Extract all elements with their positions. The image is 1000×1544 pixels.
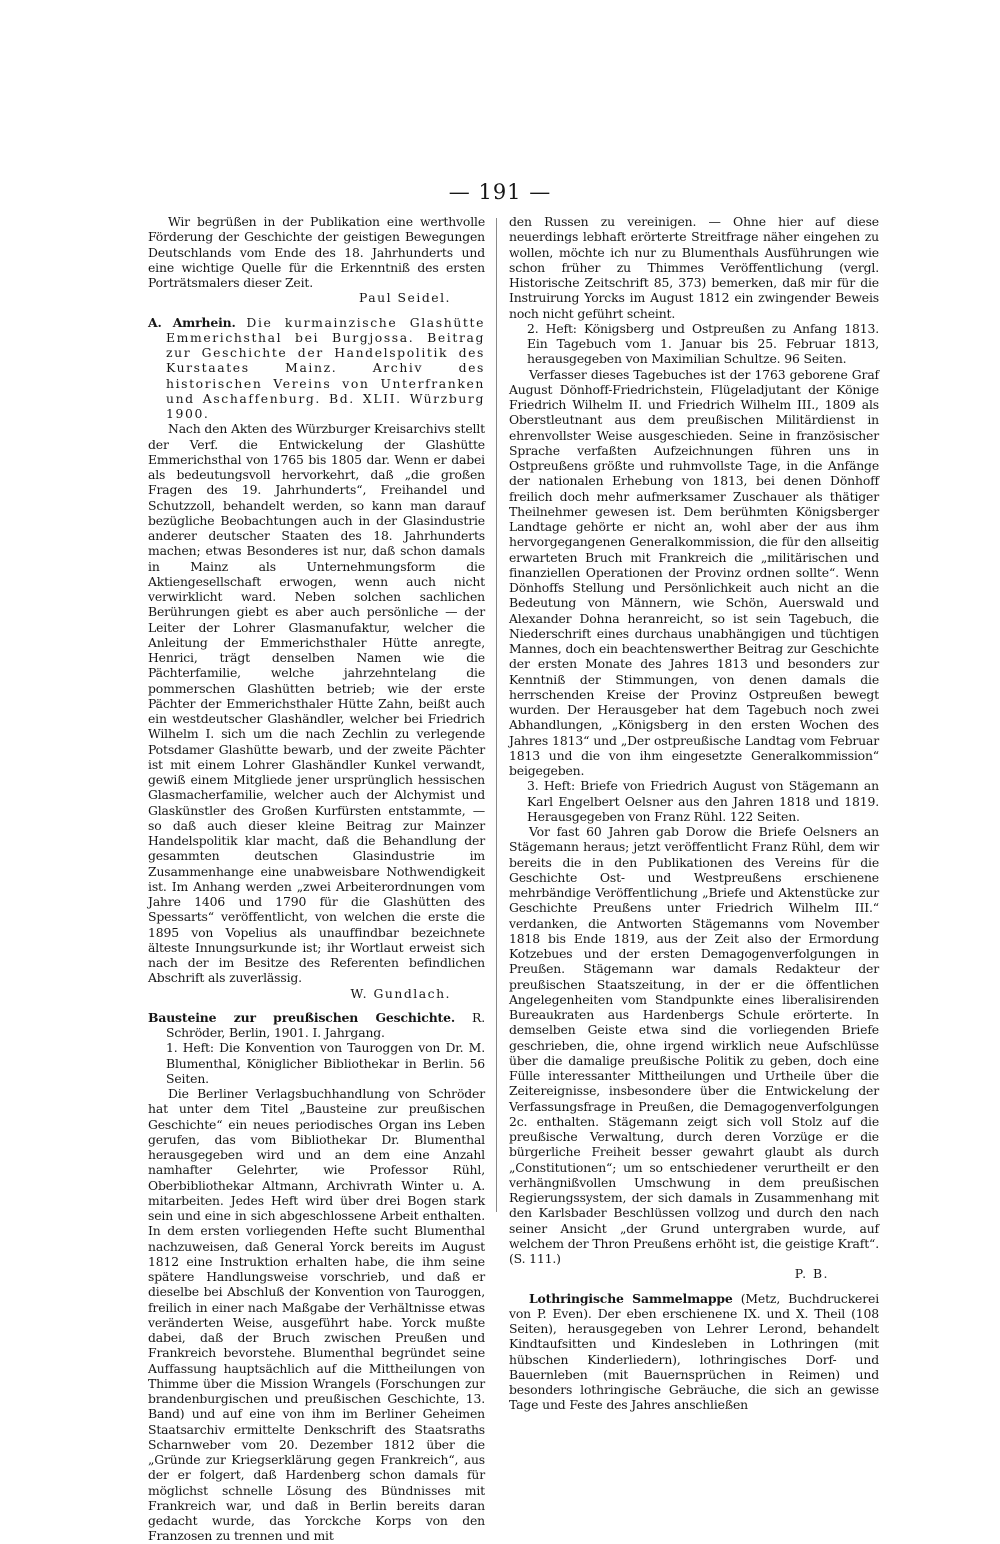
bausteine-heft-2: 2. Heft: Königsberg und Ostpreußen zu Anfang 1813. Ein Tagebuch vom 1. Januar bis 25. Februar 1813, herausgegeben von Maximilian Schultze. 96 Seiten. bbox=[527, 320, 879, 367]
bausteine-title: Bausteine zur preußischen Geschichte. bbox=[148, 1009, 456, 1025]
lothringische-text: (Metz, Buchdruckerei von P. Even). Der eben erschienene IX. und X. Theil (108 Seiten), herausgegeben von Lehrer Lerond, behandelt Kindtaufsitten und Kindesleben in Lothringen (mit hübschen Kinderliedern), lothringisches Dorf- und Bauernleben (mit Bauernsprüchen in Reimen) und besonders lothringische Gebräuche, die sich an gewisse Tage und Feste des Jahres anschließen bbox=[509, 1290, 880, 1413]
review-amrhein-text: Nach den Akten des Würzburger Kreisarchivs stellt der Verf. die Entwickelung der Glashütte Emmerichsthal von 1765 bis 1805 dar. Wenn er dabei als bedeutungsvoll hervorkehrt, daß „die großen Fragen des 19. Jahrhunderts“, Freihandel und Schutzzoll, behandelt werden, so kann man darauf bezügliche Beobachtungen auch in der Glasindustrie anderer deutscher Staaten des 18. Jahrhunderts machen; etwas Besonderes ist nur, daß schon damals in Mainz als Unternehmungsform die Aktiengesellschaft erwogen, wenn auch nicht verwirklicht ward. Neben solchen sachlichen Berührungen giebt es aber auch persönliche — der Leiter der Lohrer Glasmanufaktur, welcher die Anleitung der Emmerichsthaler Hütte anregte, Henrici, trägt denselben Namen wie die Pächterfamilie, welche jahrzehntelang die pommerschen Glashütten betrieb; wie der erste Pächter der Emmerichsthaler Hütte Zahn, beißt auch ein westdeutscher Glashändler, welcher bei Friedrich Wilhelm I. sich um die nach Zechlin zu verlegende Potsdamer Glashütte bewarb, und der zweite Pächter ist mit einem Lohrer Glashändler Kunkel verwandt, gewiß einem Mitgliede jener ursprünglich hessischen Glasmacherfamilie, welcher auch der Alchymist und Glaskünstler des Großen Kurfürsten entstammte, — so daß auch dieser kleine Beitrag zur Mainzer Handelspolitik klar macht, daß die Behandlung der gesammten deutschen Glasindustrie im Zusammenhange eine unabweisbare Nothwendigkeit ist. Im Anhang werden „zwei Arbeiterordnungen vom Jahre 1406 und 1790 für die Glashütten des Spessarts“ veröffentlicht, von welchen die erste die 1895 von Vopelius als unauffindbar bezeichnete älteste Innungsurkunde ist; ihr Wortlaut erweist sich nach der im Besitze des Referenten befindlichen Abschrift als zuverlässig. bbox=[148, 421, 485, 986]
review-seidel-text: Wir begrüßen in der Publikation eine werthvolle Förderung der Geschichte der geistigen Bewegungen Deutschlands vom Ende des 18. Jahrhunderts und eine wichtige Quelle für die Erkenntniß des ersten Porträtsmalers dieser Zeit. bbox=[148, 214, 485, 290]
left-column bbox=[148, 214, 485, 1544]
review-lothringische bbox=[509, 1291, 879, 1413]
bausteine-publisher: R. Schröder, Berlin, 1901. I. Jahrgang. bbox=[166, 1009, 485, 1040]
column-divider bbox=[496, 218, 497, 1212]
bausteine-heft-3: 3. Heft: Briefe von Friedrich August von Stägemann an Karl Engelbert Oelsner aus den Jahren 1818 und 1819. Herausgegeben von Franz Rühl. 122 Seiten. bbox=[527, 778, 879, 824]
amrhein-author: A. Amrhein. bbox=[148, 314, 236, 330]
review-amrhein-heading bbox=[148, 315, 485, 422]
amrhein-title: Die kurmainzische Glashütte Emmerichsthal bei Burgjossa. Beitrag zur Geschichte der Handelspolitik des Kurstaates Mainz. Archiv des historischen Vereins von Unterfranken und Aschaffenburg. Bd. XLII. Würzburg 1900. bbox=[166, 314, 485, 421]
bausteine-heading bbox=[148, 1010, 485, 1041]
bausteine-heft-1: 1. Heft: Die Konvention von Tauroggen von Dr. M. Blumenthal, Königlicher Bibliothekar in Berlin. 56 Seiten. bbox=[166, 1040, 485, 1086]
signature-seidel: Paul Seidel. bbox=[359, 290, 451, 306]
bausteine-text-continued: den Russen zu vereinigen. — Ohne hier auf diese neuerdings lebhaft erörterte Streitfrage näher eingehen zu wollen, möchte ich nur zu Blumenthals Ausführungen wie schon früher zu Thimmes Veröffentlichung (vergl. Historische Zeitschrift 85, 373) bemerken, daß mir für die Instruirung Yorcks im August 1812 ein zwingender Beweis noch nicht geführt scheint. bbox=[509, 214, 879, 321]
page-number: — 191 — bbox=[448, 180, 552, 204]
heft-2-text: Verfasser dieses Tagebuches ist der 1763 geborene Graf August Dönhoff-Friedrichstein, Flügeladjutant der Könige Friedrich Wilhelm II. und Friedrich Wilhelm III., 1809 als Oberstleutnant aus dem preußischen Militärdienst in ehrenvollster Weise ausgeschieden. Seine in französischer Sprache verfaßten Aufzeichnungen führen uns in Ostpreußens größte und ruhmvollste Tage, in die Anfänge der nationalen Erhebung von 1813, bei denen Dönhoff freilich doch mehr aufmerksamer Zuschauer als thätiger Theilnehmer gewesen ist. Dem berühmten Königsberger Landtage gehörte er nicht an, wohl aber der aus ihm hervorgegangenen Generalkommission, die für den allseitig erwarteten Bruch mit Frankreich die „militärischen und finanziellen Operationen der Provinz ordnen sollte“. Wenn Dönhoffs Stellung und Persönlichkeit auch nicht an die Bedeutung von Männern, wie Schön, Auerswald und Alexander Dohna heranreicht, so ist sein Tagebuch, die Niederschrift eines durchaus unabhängigen und tüchtigen Mannes, doch ein beachtenswerther Beitrag zur Geschichte der ersten Monate des Jahres 1813 und besonders zur Kenntniß der Stimmungen, von denen damals die herrschenden Kreise der Provinz Ostpreußen bewegt wurden. Der Herausgeber hat dem Tagebuch noch zwei Abhandlungen, „Königsberg in den ersten Wochen des Jahres 1813“ und „Der ostpreußische Landtag vom Februar 1813 und die von ihm eingesetzte Generalkommission“ beigegeben. bbox=[509, 366, 879, 778]
lothringische-title: Lothringische Sammelmappe bbox=[529, 1290, 733, 1306]
bausteine-text: Die Berliner Verlagsbuchhandlung von Schröder hat unter dem Titel „Bausteine zur preußischen Geschichte“ ein neues periodisches Organ ins Leben gerufen, das vom Bibliothekar Dr. Blumenthal herausgegeben wird und an dem eine Anzahl namhafter Gelehrter, wie Professor Rühl, Oberbibliothekar Altmann, Archivrath Winter u. A. mitarbeiten. Jedes Heft wird über drei Bogen stark sein und eine in sich abgeschlossene Arbeit enthalten. In dem ersten vorliegenden Hefte sucht Blumenthal nachzuweisen, daß General Yorck bereits im August 1812 eine Instruktion erhalten habe, die ihm seine spätere Handlungsweise vorschrieb, und daß er dieselbe bei Abschluß der Konvention von Tauroggen, freilich in einer nach Maßgabe der Verhältnisse etwas veränderten Weise, ausgeführt habe. Yorck mußte dabei, daß der Bruch zwischen Preußen und Frankreich bevorstehe. Blumenthal begründet seine Auffassung hauptsächlich auf die Mittheilungen von Thimme über die Mission Wrangels (Forschungen zur brandenburgischen und preußischen Geschichte, 13. Band) und auf eine von ihm im Berliner Geheimen Staatsarchiv ermittelte Denkschrift des Staatsraths Scharnweber vom 20. Dezember 1812 über die „Gründe zur Kriegserklärung gegen Frankreich“, aus der er folgert, daß Hardenberg schon damals für möglichst schnelle Lösung des Bündnisses mit Frankreich war, und daß in Berlin bereits daran gedacht wurde, das Yorckche Korps von den Franzosen zu trennen und mit bbox=[148, 1086, 485, 1544]
right-column bbox=[509, 214, 879, 1413]
signature-gundlach: W. Gundlach. bbox=[350, 985, 451, 1001]
heft-3-text: Vor fast 60 Jahren gab Dorow die Briefe Oelsners an Stägemann heraus; jetzt veröffentlicht Franz Rühl, dem wir bereits die in den Publikationen des Vereins für die Geschichte Ost- und Westpreußens erschienene mehrbändige Veröffentlichung „Briefe und Aktenstücke zur Geschichte Preußens unter Friedrich Wilhelm III.“ verdanken, die Antworten Stägemanns vom November 1818 bis Ende 1819, aus der Zeit also der Ermordung Kotzebues und der ersten Demagogenverfolgungen in Preußen. Stägemann war damals Redakteur der preußischen Staatszeitung, in der er die öffentlichen Angelegenheiten vom Standpunkte eines liberalisirenden Bureaukraten aus Hardenbergs Schule erörterte. In demselben Geiste etwa sind die vorliegenden Briefe geschrieben, die, ohne irgend wirklich neue Aufschlüsse über die damalige preußische Politik zu geben, doch eine Fülle interessanter Mittheilungen und Urtheile über die Zeitereignisse, insbesondere über die Entwickelung der Verfassungsfrage in Preußen, die Demagogenverfolgungen 2c. enthalten. Stägemann zeigt sich voll Stolz auf die preußische Verwaltung, durch deren Vorzüge er die bürgerliche Freiheit besser gewahrt glaubt als durch „Constitutionen“; um so entschiedener verurtheilt er den verhängnißvollen Umschwung in dem preußischen Regierungssystem, der sich damals in Zusammenhang mit den Karlsbader Beschlüssen vollzog und durch den nach seiner Ansicht „der Grund untergraben wurde, auf welchem der Thron Preußens erhöht ist, die geistige Kraft“. (S. 111.) bbox=[509, 824, 879, 1266]
signature-pb: P. B. bbox=[794, 1266, 829, 1282]
